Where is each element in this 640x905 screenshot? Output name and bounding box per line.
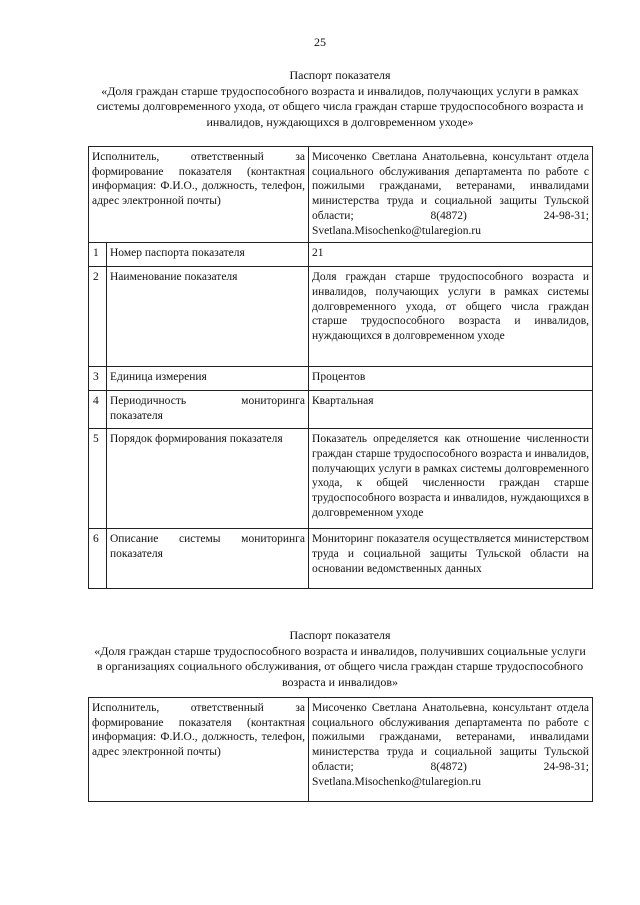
page-number: 25 [314, 35, 326, 49]
row-number: 4 [89, 391, 107, 429]
passport-2-executor-label: Исполнитель, ответственный за формирование показателя (контактная информация: Ф.И.О., должность, телефон, адрес электронной почты) [89, 698, 309, 802]
passport-1-title [90, 68, 590, 130]
table-row [89, 367, 593, 391]
passport-2-table [88, 697, 593, 802]
row-value: Процентов [309, 367, 593, 391]
row-name: Наименование показателя [107, 267, 309, 367]
row-name: Порядок формирования показателя [107, 429, 309, 529]
row-name: Периодичность мониторинга показателя [107, 391, 309, 429]
row-number: 1 [89, 243, 107, 267]
passport-2-executor-row [89, 698, 593, 802]
row-value: Доля граждан старше трудоспособного возраста и инвалидов, получающих услуги в рамках системы долговременного ухода, от общего числа граждан старше трудоспособного возраста и инвалидов, нуждающихся в долговременном уходе [309, 267, 593, 367]
passport-2-heading: Паспорт показателя [289, 628, 391, 642]
row-name: Единица измерения [107, 367, 309, 391]
table-row [89, 267, 593, 367]
passport-1-executor-row [89, 147, 593, 243]
passport-1-heading: Паспорт показателя [289, 68, 391, 82]
table-row [89, 243, 593, 267]
table-row [89, 529, 593, 589]
passport-1-subtitle: «Доля граждан старше трудоспособного возраста и инвалидов, получающих услуги в рамках системы долговременного ухода, от общего числа граждан старше трудоспособного возраста и инвалидов, нуждающихся в долговременном уходе» [96, 83, 584, 129]
passport-1-executor-label: Исполнитель, ответственный за формирование показателя (контактная информация: Ф.И.О., должность, телефон, адрес электронной почты) [89, 147, 309, 243]
passport-2-title [90, 628, 590, 690]
row-name: Описание системы мониторинга показателя [107, 529, 309, 589]
passport-1-table [88, 146, 593, 589]
passport-2-executor-value: Мисоченко Светлана Анатольевна, консультант отдела социального обслуживания департамента по работе с пожилыми гражданами, ветеранами, инвалидами министерства труда и социальной защиты Тульской области; 8(4872) 24-98-31; Svetlana.Misochenko@tularegion.ru [309, 698, 593, 802]
row-value: Квартальная [309, 391, 593, 429]
table-row [89, 429, 593, 529]
row-number: 5 [89, 429, 107, 529]
row-number: 3 [89, 367, 107, 391]
row-value: 21 [309, 243, 593, 267]
passport-1-executor-value: Мисоченко Светлана Анатольевна, консультант отдела социального обслуживания департамента по работе с пожилыми гражданами, ветеранами, инвалидами министерства труда и социальной защиты Тульской области; 8(4872) 24-98-31; Svetlana.Misochenko@tularegion.ru [309, 147, 593, 243]
passport-2-subtitle: «Доля граждан старше трудоспособного возраста и инвалидов, получивших социальные услуги в организациях социального обслуживания, от общего числа граждан старше трудоспособного возраста и инвалидов» [94, 643, 586, 689]
row-number: 6 [89, 529, 107, 589]
table-row [89, 391, 593, 429]
row-name: Номер паспорта показателя [107, 243, 309, 267]
row-number: 2 [89, 267, 107, 367]
row-value: Мониторинг показателя осуществляется министерством труда и социальной защиты Тульской области на основании ведомственных данных [309, 529, 593, 589]
row-value: Показатель определяется как отношение численности граждан старше трудоспособного возраста и инвалидов, получающих услуги в рамках системы долговременного ухода, к общей численности граждан старше трудоспособного возраста и инвалидов, нуждающихся в долговременном уходе [309, 429, 593, 529]
